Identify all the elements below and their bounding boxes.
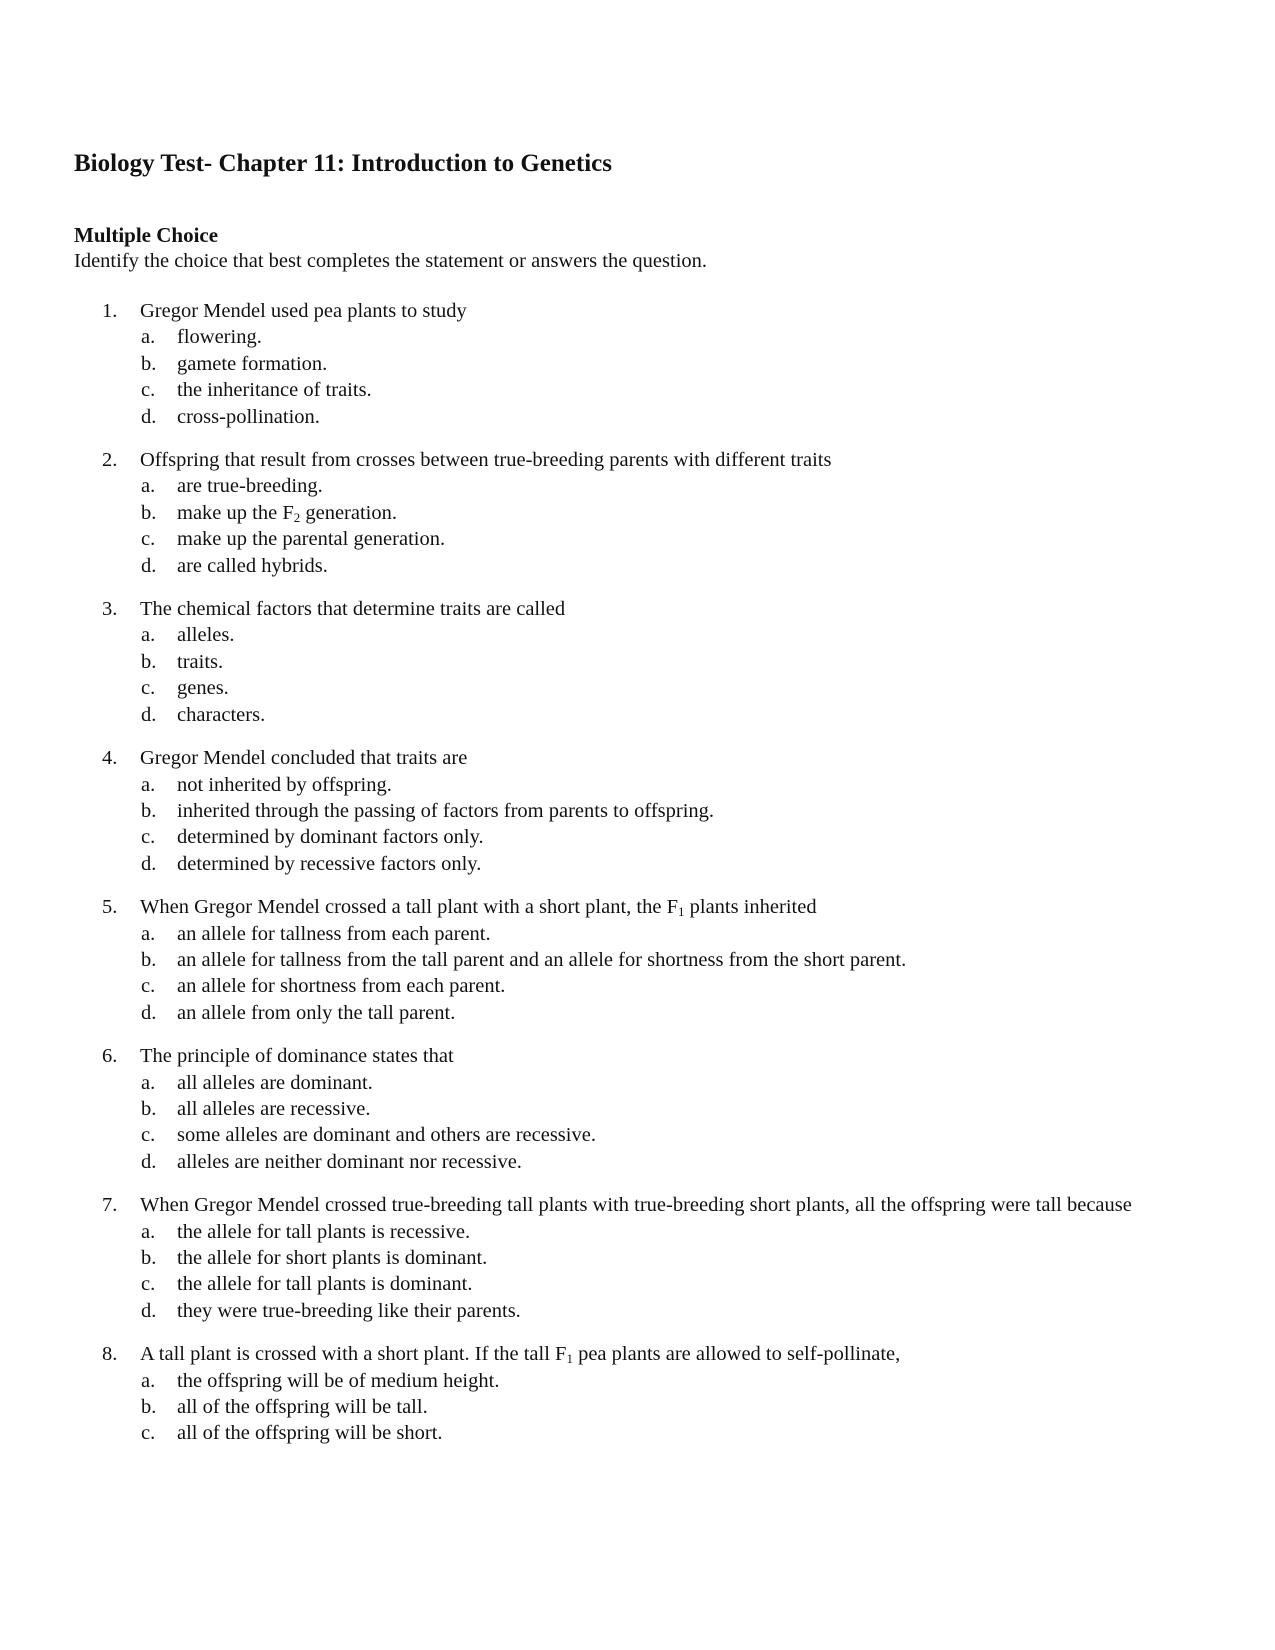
text-segment: Gregor Mendel used pea plants to study	[140, 300, 467, 322]
question-item	[74, 447, 1194, 579]
choice-letter: a.	[141, 773, 156, 796]
choice-letter: d.	[141, 554, 157, 577]
text-segment: plants inherited	[684, 896, 817, 919]
answer-choice	[74, 473, 1194, 499]
question-stem	[140, 745, 1194, 771]
choice-letter: a.	[141, 475, 156, 498]
text-segment: A tall plant is crossed with a short plant. If the tall F	[140, 1343, 567, 1366]
answer-choice	[74, 1298, 1194, 1324]
choice-letter: a.	[141, 1071, 156, 1094]
subscript: 1	[566, 1351, 573, 1367]
text-segment: determined by dominant factors only.	[177, 826, 484, 849]
choice-text	[177, 949, 906, 971]
answer-choice	[74, 526, 1194, 552]
choice-text	[177, 406, 320, 428]
answer-choices	[74, 622, 1194, 728]
answer-choice	[74, 351, 1194, 377]
question-stem	[140, 1341, 1194, 1367]
page-title: Biology Test- Chapter 11: Introduction to Genetics	[74, 150, 612, 177]
choice-letter: c.	[141, 975, 156, 998]
answer-choice	[74, 851, 1194, 877]
choice-letter: d.	[141, 1150, 157, 1173]
choice-letter: c.	[141, 1124, 156, 1147]
answer-choice	[74, 1245, 1194, 1271]
choice-letter: a.	[141, 1369, 156, 1392]
text-segment: pea plants are allowed to self-pollinate,	[572, 1343, 901, 1366]
text-segment: gamete formation.	[177, 352, 328, 375]
text-segment: flowering.	[177, 326, 262, 349]
answer-choice	[74, 921, 1194, 947]
text-segment: not inherited by offspring.	[177, 773, 392, 796]
text-segment: generation.	[300, 501, 397, 524]
choice-letter: d.	[141, 1299, 157, 1322]
choice-text	[177, 1370, 499, 1392]
text-segment: characters.	[177, 703, 266, 726]
choice-letter: a.	[141, 624, 156, 647]
answer-choice	[74, 1271, 1194, 1297]
answer-choice	[74, 1219, 1194, 1245]
question-stem	[140, 1192, 1194, 1218]
choice-text	[177, 923, 491, 945]
choice-text	[177, 704, 265, 726]
text-segment: the allele for tall plants is dominant.	[177, 1273, 473, 1296]
answer-choices	[74, 772, 1194, 878]
choice-text	[177, 774, 392, 796]
answer-choice	[74, 1420, 1194, 1446]
question-stem	[140, 298, 1194, 324]
text-segment: an allele from only the tall parent.	[177, 1001, 456, 1024]
choice-letter: b.	[141, 1247, 157, 1269]
question-number: 4.	[102, 747, 118, 770]
text-segment: The chemical factors that determine traits are called	[140, 598, 566, 621]
text-segment: an allele for shortness from each parent.	[177, 975, 506, 998]
question-stem-row	[74, 447, 1194, 473]
question-number: 6.	[102, 1045, 118, 1068]
choice-text	[177, 1273, 472, 1295]
text-segment: When Gregor Mendel crossed true-breeding tall plants with true-breeding short plants, all the offspring were tall because	[140, 1194, 1132, 1217]
text-segment: When Gregor Mendel crossed a tall plant with a short plant, the F	[140, 896, 678, 919]
choice-letter: c.	[141, 379, 156, 402]
text-segment: determined by recessive factors only.	[177, 852, 482, 875]
text-segment: all alleles are dominant.	[177, 1071, 373, 1094]
question-number: 1.	[102, 300, 118, 322]
choice-text	[177, 379, 372, 401]
text-segment: are called hybrids.	[177, 554, 328, 577]
text-segment: inherited through the passing of factors from parents to offspring.	[177, 799, 715, 822]
text-segment: an allele for tallness from each parent.	[177, 922, 491, 945]
choice-letter: c.	[141, 1273, 156, 1296]
choice-text	[177, 1396, 428, 1418]
choice-text	[177, 975, 505, 997]
question-stem-row	[74, 298, 1194, 324]
text-segment: they were true-breeding like their parents.	[177, 1299, 521, 1322]
text-segment: genes.	[177, 677, 229, 700]
question-item	[74, 1192, 1194, 1324]
question-stem-row	[74, 1192, 1194, 1218]
choice-letter: b.	[141, 650, 157, 673]
choice-text	[177, 1422, 443, 1444]
choice-text	[177, 1002, 455, 1024]
section-instructions: Identify the choice that best completes the statement or answers the question.	[74, 250, 708, 272]
question-item	[74, 745, 1194, 877]
choice-letter: d.	[141, 405, 157, 428]
choice-text	[177, 677, 229, 699]
question-item	[74, 1043, 1194, 1175]
choice-text	[177, 1151, 522, 1173]
subscript: 1	[678, 904, 685, 920]
question-item	[74, 298, 1194, 430]
question-number: 3.	[102, 598, 118, 621]
answer-choice	[74, 1122, 1194, 1148]
text-segment: the allele for tall plants is recessive.	[177, 1220, 471, 1243]
text-segment: traits.	[177, 650, 224, 673]
text-segment: all of the offspring will be tall.	[177, 1396, 428, 1419]
answer-choices	[74, 921, 1194, 1027]
answer-choices	[74, 473, 1194, 579]
choice-text	[177, 555, 328, 577]
question-stem-row	[74, 1043, 1194, 1069]
text-segment: an allele for tallness from the tall parent and an allele for shortness from the short parent.	[177, 948, 907, 971]
answer-choice	[74, 973, 1194, 999]
section-heading: Multiple Choice	[74, 223, 219, 247]
text-segment: are true-breeding.	[177, 475, 323, 498]
question-stem	[140, 596, 1194, 622]
answer-choice	[74, 1070, 1194, 1096]
question-item	[74, 596, 1194, 728]
question-number: 5.	[102, 896, 118, 919]
choice-text	[177, 1247, 487, 1269]
choice-text	[177, 853, 481, 875]
question-number: 7.	[102, 1194, 118, 1217]
answer-choice	[74, 622, 1194, 648]
text-segment: make up the F	[177, 501, 294, 524]
choice-text	[177, 1300, 521, 1322]
answer-choice	[74, 702, 1194, 728]
choice-letter: b.	[141, 799, 157, 822]
choice-letter: b.	[141, 1396, 157, 1419]
text-segment: Gregor Mendel concluded that traits are	[140, 747, 468, 770]
text-segment: the offspring will be of medium height.	[177, 1369, 500, 1392]
question-list	[74, 298, 1194, 1464]
choice-text	[177, 1221, 470, 1243]
text-segment: all of the offspring will be short.	[177, 1422, 443, 1445]
choice-text	[177, 528, 445, 550]
choice-text	[177, 800, 714, 822]
answer-choice	[74, 377, 1194, 403]
question-number: 2.	[102, 449, 118, 472]
answer-choice	[74, 553, 1194, 579]
choice-text	[177, 502, 397, 524]
answer-choice	[74, 1368, 1194, 1394]
question-stem	[140, 894, 1194, 920]
choice-text	[177, 624, 235, 646]
choice-letter: a.	[141, 922, 156, 945]
text-segment: all alleles are recessive.	[177, 1097, 371, 1120]
choice-letter: b.	[141, 352, 157, 375]
answer-choice	[74, 404, 1194, 430]
text-segment: some alleles are dominant and others are recessive.	[177, 1124, 596, 1147]
answer-choice	[74, 675, 1194, 701]
choice-text	[177, 475, 323, 497]
choice-text	[177, 353, 327, 375]
text-segment: alleles are neither dominant nor recessive.	[177, 1150, 522, 1173]
answer-choice	[74, 824, 1194, 850]
answer-choice	[74, 500, 1194, 526]
choice-letter: b.	[141, 501, 157, 524]
choice-letter: d.	[141, 1001, 157, 1024]
choice-text	[177, 1124, 596, 1146]
answer-choice	[74, 947, 1194, 973]
question-item	[74, 894, 1194, 1026]
text-segment: make up the parental generation.	[177, 528, 446, 551]
choice-letter: c.	[141, 1422, 156, 1445]
choice-letter: a.	[141, 326, 156, 349]
choice-text	[177, 1098, 371, 1120]
choice-letter: c.	[141, 528, 156, 551]
choice-text	[177, 826, 484, 848]
choice-text	[177, 1072, 373, 1094]
answer-choice	[74, 649, 1194, 675]
question-stem-row	[74, 596, 1194, 622]
answer-choices	[74, 1219, 1194, 1325]
question-stem-row	[74, 745, 1194, 771]
choice-letter: c.	[141, 677, 156, 700]
question-number: 8.	[102, 1343, 118, 1366]
answer-choice	[74, 798, 1194, 824]
answer-choices	[74, 1368, 1194, 1447]
subscript: 2	[293, 509, 301, 525]
multiple-choice-section	[74, 222, 1194, 274]
answer-choice	[74, 1096, 1194, 1122]
text-segment: the allele for short plants is dominant.	[177, 1247, 488, 1269]
answer-choice	[74, 772, 1194, 798]
text-segment: alleles.	[177, 624, 235, 647]
choice-letter: d.	[141, 852, 157, 875]
choice-letter: a.	[141, 1220, 156, 1243]
choice-text	[177, 651, 223, 673]
answer-choice	[74, 1000, 1194, 1026]
answer-choice	[74, 1149, 1194, 1175]
answer-choice	[74, 324, 1194, 350]
question-stem	[140, 1043, 1194, 1069]
answer-choices	[74, 324, 1194, 430]
text-segment: the inheritance of traits.	[177, 379, 372, 402]
choice-text	[177, 326, 262, 348]
question-item	[74, 1341, 1194, 1447]
answer-choice	[74, 1394, 1194, 1420]
text-segment: Offspring that result from crosses between true-breeding parents with different traits	[140, 449, 832, 472]
choice-letter: d.	[141, 703, 157, 726]
choice-letter: c.	[141, 826, 156, 849]
question-stem	[140, 447, 1194, 473]
choice-letter: b.	[141, 948, 157, 971]
question-stem-row	[74, 1341, 1194, 1367]
text-segment: The principle of dominance states that	[140, 1045, 454, 1068]
choice-letter: b.	[141, 1097, 157, 1120]
question-stem-row	[74, 894, 1194, 920]
answer-choices	[74, 1070, 1194, 1176]
text-segment: cross-pollination.	[177, 405, 320, 428]
